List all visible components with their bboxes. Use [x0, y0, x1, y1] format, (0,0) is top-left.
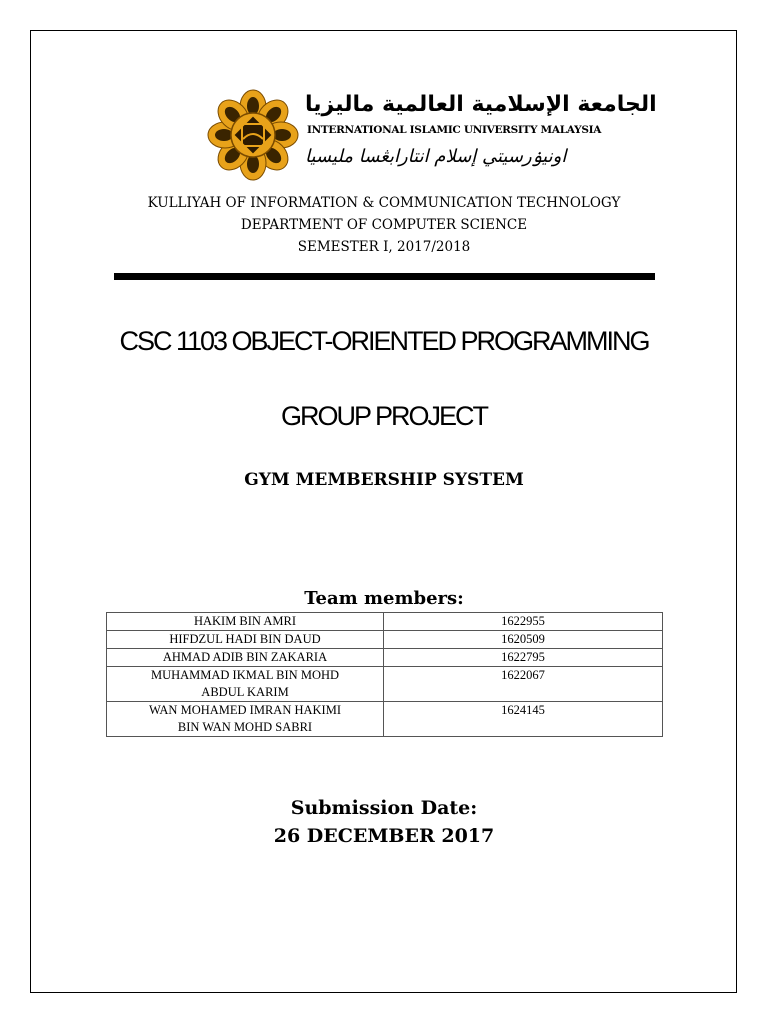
department-name: DEPARTMENT OF COMPUTER SCIENCE	[240, 217, 528, 233]
team-heading: Team members:	[304, 588, 464, 609]
member-name	[107, 667, 384, 702]
member-name	[107, 631, 384, 649]
member-name-line: BIN WAN MOHD SABRI	[177, 720, 313, 734]
member-id: 1624145	[384, 702, 663, 737]
member-name-line: AHMAD ADIB BIN ZAKARIA	[162, 650, 328, 664]
table-row	[107, 702, 663, 737]
system-title: GYM MEMBERSHIP SYSTEM	[244, 470, 524, 490]
member-id: 1622955	[384, 613, 663, 631]
divider-rule	[114, 273, 655, 280]
member-name-line: MUHAMMAD IKMAL BIN MOHD	[150, 668, 340, 682]
member-name-line: ABDUL KARIM	[201, 685, 289, 699]
table-row	[107, 613, 663, 631]
logo-jawi-name: اونيۏرسيتي إسلام انتارابڠسا مليسيا	[305, 146, 567, 167]
submission-label: Submission Date:	[290, 797, 478, 819]
team-members-table	[106, 612, 663, 737]
course-title: CSC 1103 OBJECT-ORIENTED PROGRAMMING	[119, 326, 649, 356]
table-row	[107, 667, 663, 702]
kulliyah-name: KULLIYAH OF INFORMATION & COMMUNICATION TECHNOLOGY	[147, 195, 621, 211]
member-name	[107, 649, 384, 667]
table-row	[107, 649, 663, 667]
member-name	[107, 702, 384, 737]
semester: SEMESTER I, 2017/2018	[297, 239, 471, 255]
member-name	[107, 613, 384, 631]
member-id: 1622795	[384, 649, 663, 667]
member-name-line: HIFDZUL HADI BIN DAUD	[169, 632, 321, 646]
member-name-line: HAKIM BIN AMRI	[193, 614, 297, 628]
project-type: GROUP PROJECT	[280, 401, 488, 431]
logo-arabic-name: الجامعة الإسلامية العالمية ماليزيا	[305, 92, 657, 117]
member-id: 1620509	[384, 631, 663, 649]
logo-wordmark	[305, 90, 657, 180]
logo-english-name: INTERNATIONAL ISLAMIC UNIVERSITY MALAYSIA	[307, 124, 602, 136]
university-logo	[205, 90, 657, 180]
submission-date: 26 DECEMBER 2017	[273, 825, 495, 847]
table-row	[107, 631, 663, 649]
member-id: 1622067	[384, 667, 663, 702]
university-seal-icon	[205, 90, 301, 180]
member-name-line: WAN MOHAMED IMRAN HAKIMI	[148, 703, 341, 717]
